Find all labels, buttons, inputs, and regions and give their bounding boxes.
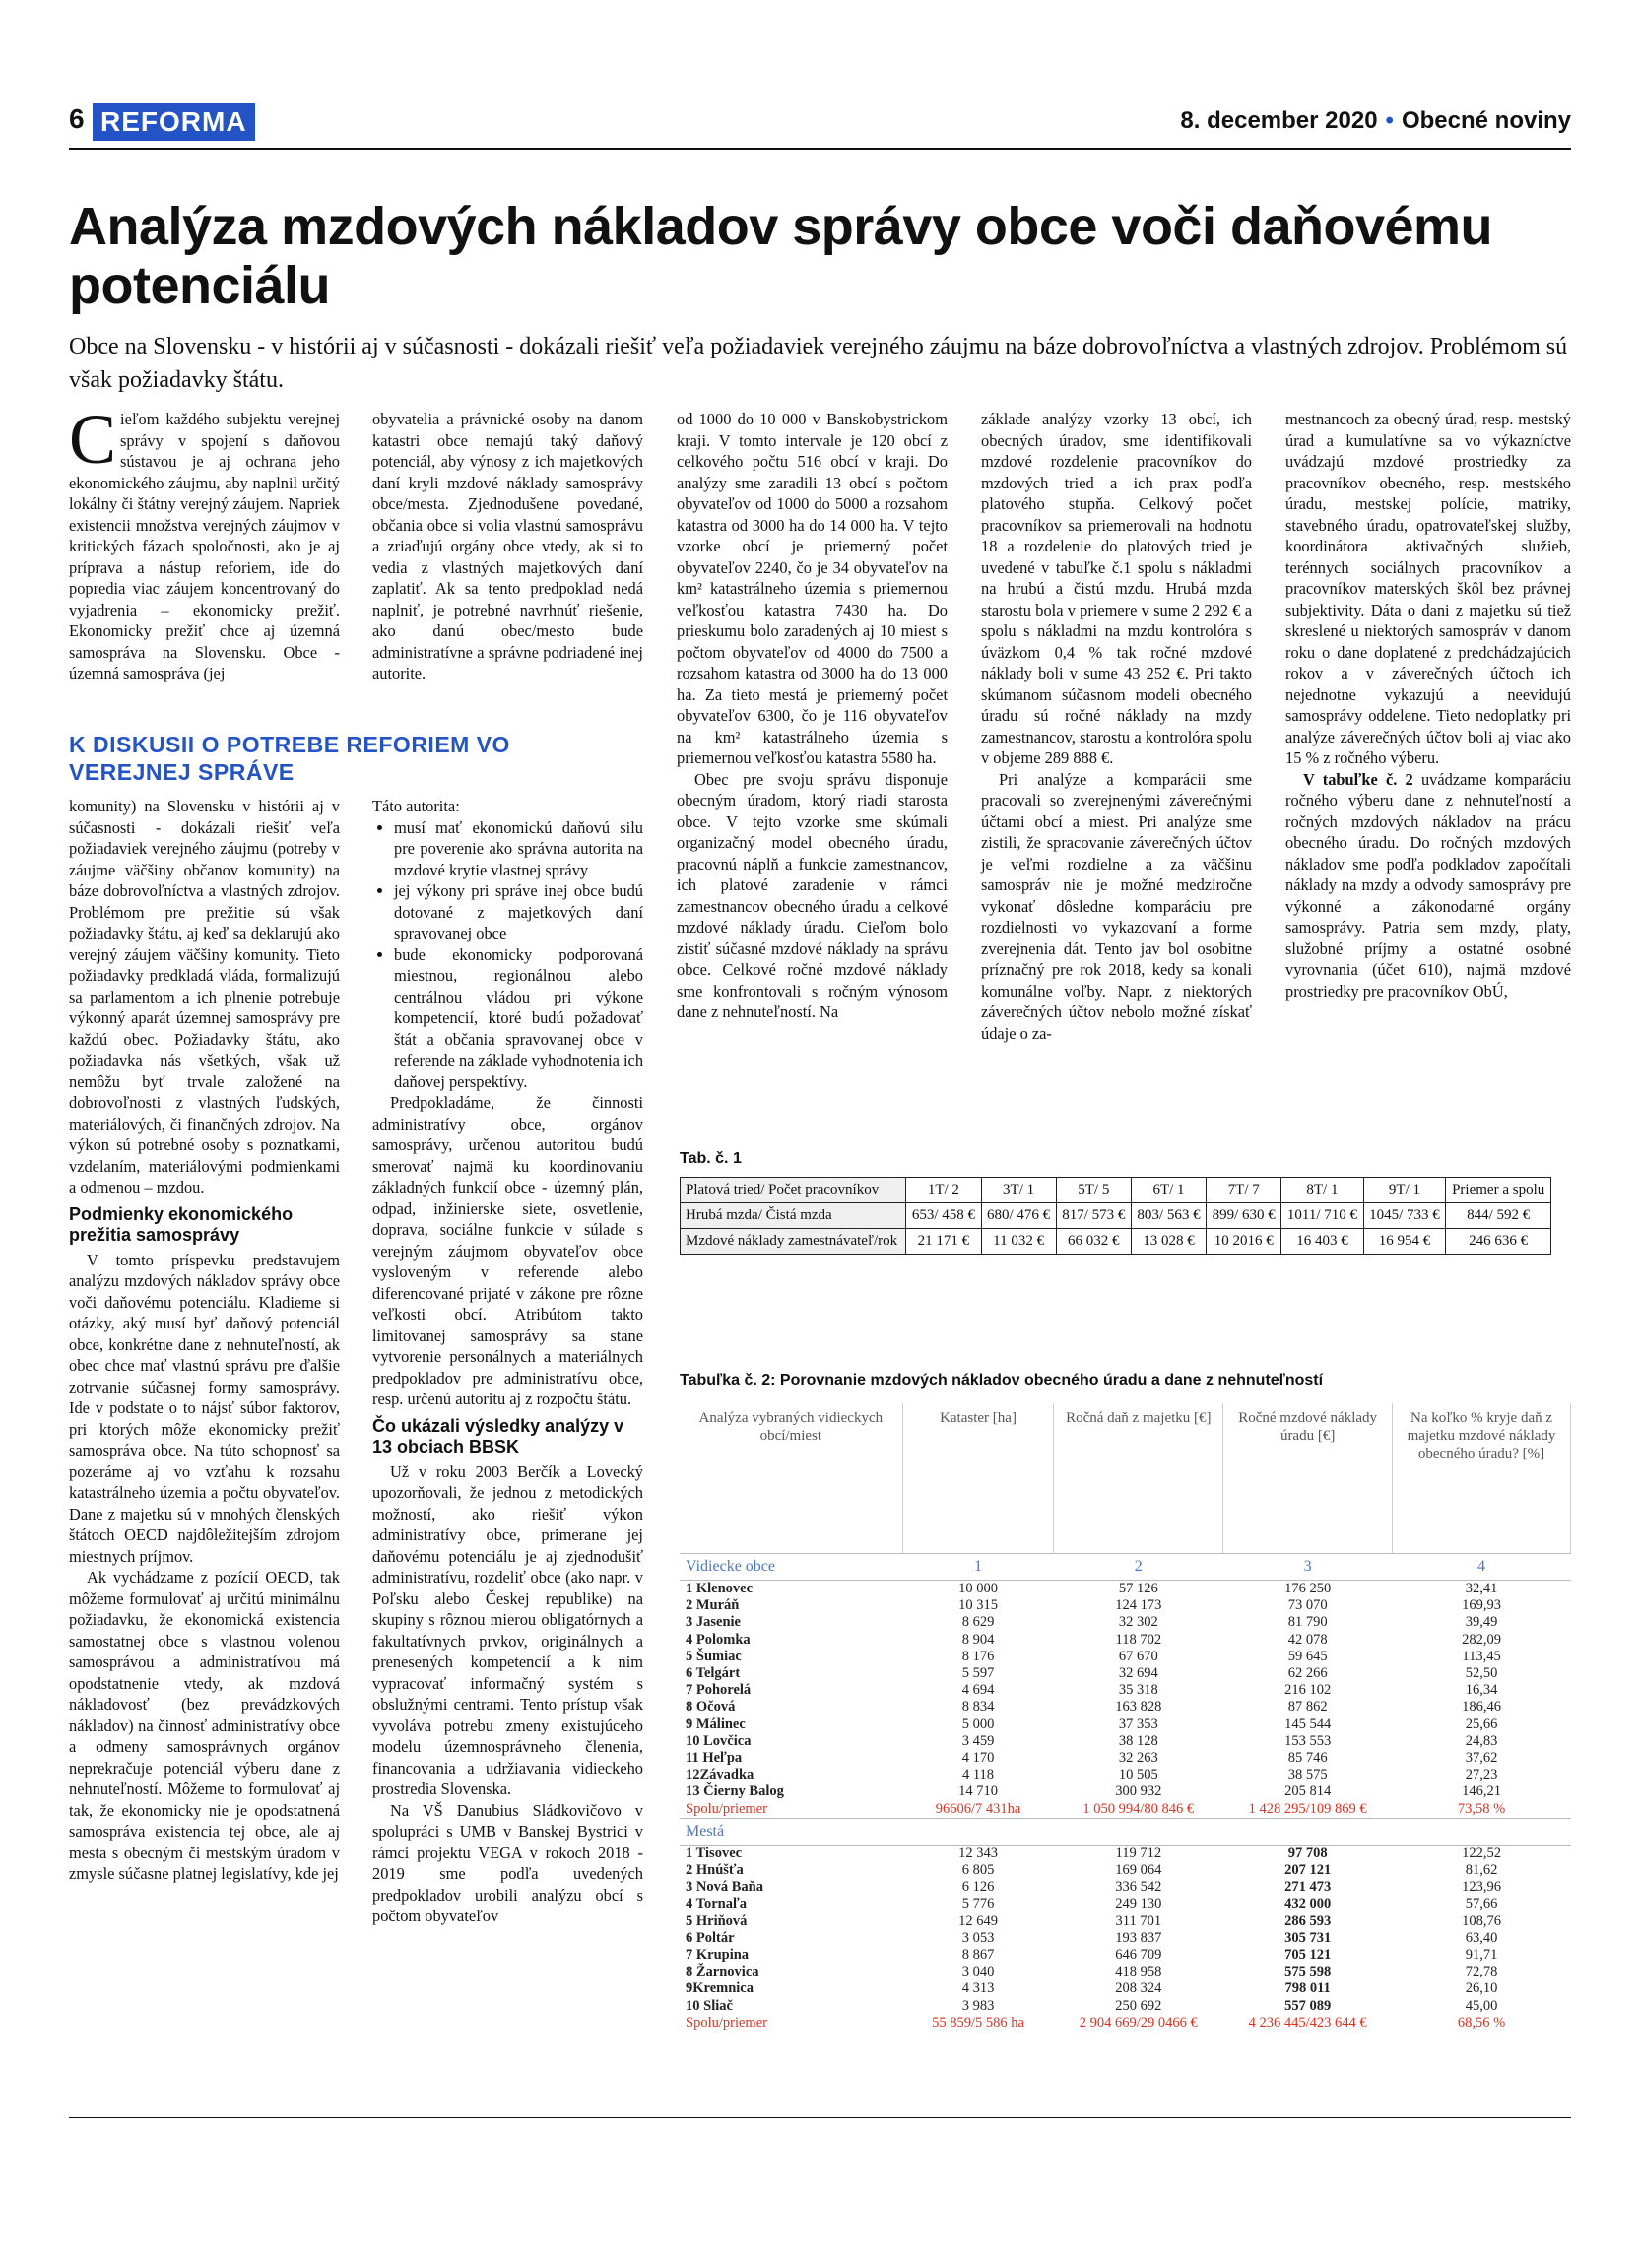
table-cell: 45,00 xyxy=(1465,1997,1498,2014)
table-cell: 3 Nová Baňa xyxy=(686,1879,763,1896)
column-2-top xyxy=(372,409,643,684)
table-cell: 4 694 xyxy=(961,1682,995,1699)
table-cell: 113,45 xyxy=(1462,1648,1501,1664)
table-row xyxy=(680,1980,1571,1997)
table-row xyxy=(680,1767,1571,1783)
table-cell: 186,46 xyxy=(1462,1699,1501,1716)
table-cell: 286 593 xyxy=(1284,1912,1332,1929)
table-cell: 8 Očová xyxy=(686,1699,736,1716)
issue-info xyxy=(1180,107,1571,135)
table-cell: 1 xyxy=(902,1554,1054,1581)
table-cell: 4 118 xyxy=(961,1767,995,1783)
list-item: • bude ekonomicky podporovaná miestnou, regionálnou alebo centrálnou vládou pri výkone kompetencií, ktoré budú požadovať štát a občania spravovanej obce v referende na základe vyhodnotenia ich daňovej perspektívy. xyxy=(394,944,643,1093)
table-cell: 1 428 295/109 869 € xyxy=(1248,1800,1367,1817)
table-row xyxy=(680,1998,1571,2015)
table-cell: 10 315 xyxy=(958,1597,998,1614)
table-cell: 81 790 xyxy=(1287,1614,1328,1631)
table-cell: 122,52 xyxy=(1462,1845,1501,1861)
table-cell: 146,21 xyxy=(1462,1783,1501,1800)
section-subhead: K DISKUSII O POTREBE REFORIEM VO VEREJNEJ SPRÁVE xyxy=(69,732,510,785)
column-1-top xyxy=(69,400,340,684)
table-cell: 5 597 xyxy=(961,1665,995,1682)
table-row xyxy=(680,1614,1571,1631)
table-cell: 6T/ 1 xyxy=(1131,1178,1206,1203)
table-cell: 653/ 458 € xyxy=(906,1203,981,1229)
table-row xyxy=(680,1879,1571,1896)
table-cell: 7 Krupina xyxy=(686,1947,750,1964)
table-cell: 119 712 xyxy=(1115,1845,1162,1861)
section-heading: Podmienky ekonomického prežitia samosprávy xyxy=(69,1203,294,1245)
table-cell: 163 828 xyxy=(1115,1699,1162,1716)
table-cell: 9 Málinec xyxy=(686,1716,746,1732)
table-cell: 11 032 € xyxy=(981,1229,1056,1255)
comparison-table-wrapper xyxy=(680,1403,1571,2078)
table-cell: 73 070 xyxy=(1287,1597,1328,1614)
paragraph: ieľom každého subjektu verejnej správy v spojení s daňovou sústavou je aj ochrana jeho ekonomického záujmu, aby naplnil určitý lokálny či štátny verejný záujem. Napriek existencii množstva verejných záujmov v kritických fázach spoločnosti, ako je aj príprava a nástup reforiem, ide do popredia viac záujem koncentrovaný do vyjadrenia – ekonomicky prežiť. Ekonomicky prežiť chce aj územná samospráva na Slovensku. Obce - územná samospráva (jej xyxy=(69,410,340,682)
table-cell: 5T/ 5 xyxy=(1056,1178,1131,1203)
table-cell: 39,49 xyxy=(1465,1614,1498,1631)
section-label: REFORMA xyxy=(93,103,255,141)
page-number: 6 xyxy=(69,103,85,134)
table-cell: 311 701 xyxy=(1115,1912,1162,1929)
table-row xyxy=(681,1203,1551,1229)
table-cell: 96606/7 431ha xyxy=(935,1800,1021,1817)
table-cell: 705 121 xyxy=(1284,1947,1332,1964)
table-cell: 4 236 445/423 644 € xyxy=(1248,2014,1367,2031)
table-row xyxy=(680,1913,1571,1930)
table-cell: 3 459 xyxy=(961,1732,995,1749)
list-item: • musí mať ekonomickú daňovú silu pre poverenie ako správna autorita na mzdové krytie vlastnej správy xyxy=(394,817,643,881)
column-5 xyxy=(1285,409,1571,1002)
column-header: Analýza vybraných vidieckych obcí/miest xyxy=(680,1403,902,1554)
column-header: Na koľko % kryje daň z majetku mzdové náklady obecného úradu? [%] xyxy=(1393,1403,1571,1554)
paragraph: mestnancoch za obecný úrad, resp. mestský úrad a kumulatívne sa vo výkazníctve uvádzajú mzdové prostriedky za pracovníkov obecného, resp. mestského úradu, mestskej polície, matriky, stavebného úradu, opatrovateľskej služby, koordinátora aktivačných služieb, terénnych sociálnych pracovníkov a pracovníkov materských škôl bez právnej subjektivity. Dáta o dani z majetku sú tiež skreslené u niektorých samospráv v danom roku o dane doplatené z predchádzajúcich rokov a v záverečných účtoch ich nejednotne vykazujú a neevidujú samosprávy oddelene. Tieto nedoplatky pri analýze záverečných účtov boli aj viac ako 15 % z ročného výberu. xyxy=(1285,410,1571,767)
table-cell: 216 102 xyxy=(1284,1682,1332,1699)
table-cell: 7 Pohorelá xyxy=(686,1682,752,1699)
table-cell: 6 126 xyxy=(961,1879,995,1896)
table-row xyxy=(680,1845,1571,1862)
table-cell: 6 Telgárt xyxy=(686,1665,741,1682)
table-row xyxy=(681,1178,1551,1203)
table-row xyxy=(680,1581,1571,1598)
table-cell: 5 Hriňová xyxy=(686,1912,748,1929)
table-cell: 3 983 xyxy=(961,1997,995,2014)
header-rule xyxy=(69,148,1571,150)
table-row xyxy=(680,1750,1571,1767)
table-cell: 557 089 xyxy=(1284,1997,1332,2014)
table-cell: 32 302 xyxy=(1118,1614,1158,1631)
table-cell: 208 324 xyxy=(1115,1980,1162,1997)
paragraph: od 1000 do 10 000 v Banskobystrickom kraji. V tomto intervale je 120 obcí z celkového počtu 516 obcí v kraji. Do analýzy sme zaradili 13 obcí s počtom obyvateľov od 1000 do 5000 a rozsahom katastra od 3000 ha do 14 000 ha. V tejto vzorke obcí je priemerný počet obyvateľov 2240, čo je 34 obyvateľov na km² katastrálneho územia s priemernou veľkosťou katastra 7430 ha. Do prieskumu bolo zaradených aj 10 miest s počtom obyvateľov od 4000 do 7500 a rozsahom katastra od 3000 ha do 13 000 ha. Za tieto mestá je priemerný počet obyvateľov 6300, čo je 116 obyvateľov na km² katastrálneho územia s priemernou veľkosťou katastra 5580 ha. xyxy=(677,410,948,767)
table-cell: 59 645 xyxy=(1287,1648,1328,1664)
table-cell: 27,23 xyxy=(1465,1767,1498,1783)
table-cell: 37 353 xyxy=(1118,1716,1158,1732)
table-cell: 13 Čierny Balog xyxy=(686,1783,784,1800)
table-cell: 8 834 xyxy=(961,1699,995,1716)
table-cell: 432 000 xyxy=(1284,1896,1332,1912)
table-cell: 1 Tisovec xyxy=(686,1845,743,1861)
table-cell: 3T/ 1 xyxy=(981,1178,1056,1203)
table-cell: 10 000 xyxy=(958,1581,998,1596)
paragraph: V tomto príspevku predstavujem analýzu mzdových nákladov správy obce voči daňovému potenciálu. Kladieme si otázky, aký musí byť daňový potenciál obce, konkrétne dane z nehnuteľností, ak obec chce mať vlastnú správu pre ďalšie zotrvanie súčasnej formy samosprávy. Ide v podstate o to nájsť súbor faktorov, pri ktorých môže ekonomicky prežiť samospráva obce. Na túto schopnosť sa pozeráme aj vo vzťahu k rozsahu katastrálneho územia a počtu obyvateľov. Dane z majetku sú v mnohých členských štátoch OECD najdôležitejším zdrojom miestnych príjmov. xyxy=(69,1250,340,1566)
table-cell: 8 Žarnovica xyxy=(686,1964,759,1980)
table2-label: Tabuľka č. 2: Porovnanie mzdových nákladov obecného úradu a dane z nehnuteľností xyxy=(680,1372,1324,1389)
table-cell: 1T/ 2 xyxy=(906,1178,981,1203)
table-cell: 3 xyxy=(1223,1554,1393,1581)
table-cell: 35 318 xyxy=(1118,1682,1158,1699)
table-cell: 25,66 xyxy=(1465,1716,1498,1732)
bold-lead: V tabuľke č. 2 xyxy=(1303,769,1413,789)
article-title: Analýza mzdových nákladov správy obce voči daňovému potenciálu xyxy=(69,197,1493,315)
table-cell: 118 702 xyxy=(1115,1631,1162,1648)
table-cell: 37,62 xyxy=(1465,1750,1498,1767)
paragraph: komunity) na Slovensku v histórii aj v súčasnosti - dokázali riešiť veľa požiadaviek verejného záujmu (potreby v záujme väčšiny občanov komunity) na báze dobrovoľníctva a vlastných zdrojov. Problémom pre prežitie sú však požiadavky štátu, aj keď sa deklarujú ako verejný záujem väčšiny komunity. Tieto požiadavky predkladá vláda, formalizujú sa parlamentom a ich plnenie potrebuje výkonný aparát územnej samosprávy pre každú obec. Požiadavky štátu, ako požiadavka nás všetkých, však už nemôžu byť trvale založené na dobrovoľnosti z vlastných ľudských, materiálových, či finančných zdrojov. Na výkon sú potrebné osoby s poznatkami, vzdelaním, materiálovými podmienkami a odmenou – mzdou. xyxy=(69,797,340,1197)
table-row xyxy=(680,1649,1571,1665)
separator-dot: • xyxy=(1385,107,1394,134)
table1-label: Tab. č. 1 xyxy=(680,1150,742,1167)
table-cell: 8 867 xyxy=(961,1947,995,1964)
table-cell: 145 544 xyxy=(1284,1716,1332,1732)
table-cell: 2 xyxy=(1054,1554,1223,1581)
table-cell: 97 708 xyxy=(1287,1845,1328,1861)
table-cell: 844/ 592 € xyxy=(1446,1203,1551,1229)
table-cell: 249 130 xyxy=(1115,1896,1162,1912)
table-cell: 10 Lovčica xyxy=(686,1732,752,1749)
table-cell: 817/ 573 € xyxy=(1056,1203,1131,1229)
table-cell: 282,09 xyxy=(1462,1631,1501,1648)
table-cell: 207 121 xyxy=(1284,1862,1332,1879)
table-cell: 16 403 € xyxy=(1281,1229,1363,1255)
table-cell: 680/ 476 € xyxy=(981,1203,1056,1229)
table-cell: 4 170 xyxy=(961,1750,995,1767)
paragraph: uvádzame komparáciu ročného výberu dane z nehnuteľností a ročných mzdových nákladov na prácu obecného úradu. Do ročných mzdových nákladov sme podľa podkladov započítali náklady na mzdy a odvody samosprávy pre výkonné a zákonodarné orgány samosprávy. Patria sem mzdy, platy, služobné príjmy a ostatné osobné vyrovnania (účet 610), najmä mzdové prostriedky pre pracovníkov ObÚ, xyxy=(1285,769,1571,1001)
table-cell: 336 542 xyxy=(1115,1879,1162,1896)
table-cell: 57 126 xyxy=(1118,1581,1158,1596)
article-lede: Obce na Slovensku - v histórii aj v súčasnosti - dokázali riešiť veľa požiadaviek verejného záujmu na báze dobrovoľníctva a vlastných zdrojov. Problémom sú však požiadavky štátu. xyxy=(69,334,1568,393)
table-row xyxy=(680,1783,1571,1800)
table-cell: 300 932 xyxy=(1115,1783,1162,1800)
table-cell: 1011/ 710 € xyxy=(1281,1203,1363,1229)
table-row xyxy=(680,1717,1571,1733)
table-cell: 10 Sliač xyxy=(686,1997,733,2014)
paragraph: obyvatelia a právnické osoby na danom katastri obce nemajú taký daňový potenciál, aby výnosy z ich majetkových daní kryli mzdové náklady samosprávy obce/mesta. Zjednodušene povedané, občania obce si volia vlastnú samosprávu a zriaďujú orgány obce vtedy, ak si to vedia z vlastných majetkových daní zaplatiť. Ak sa tento predpoklad nedá naplniť, je potrebné navrhnúť riešenie, ako danú obec/mesto bude administratívne a správne podriadené inej autorite. xyxy=(372,410,643,682)
table-cell: 67 670 xyxy=(1118,1648,1158,1664)
table-cell: 32 263 xyxy=(1118,1750,1158,1767)
table-cell: 8 904 xyxy=(961,1631,995,1648)
table-cell: 7T/ 7 xyxy=(1207,1178,1281,1203)
page-header xyxy=(69,103,1571,145)
table-cell: 246 636 € xyxy=(1446,1229,1551,1255)
table-cell: 12 343 xyxy=(958,1845,998,1861)
table-cell: 176 250 xyxy=(1284,1581,1332,1596)
column-header: Ročná daň z majetku [€] xyxy=(1054,1403,1223,1554)
list-item: • jej výkony pri správe inej obce budú dotované z majetkových daní spravovanej obce xyxy=(394,880,643,944)
paragraph: Obec pre svoju správu disponuje obecným úradom, ktorý riadi starosta obce. V tejto vzorke sme skúmali organizačný model obecného úradu, pracovnú náplň a funkcie zamestnancov, ich platové zaradenie v rámci zamestnancov obecného úradu a celkové mzdové náklady úradu. Cieľom bolo zistiť súčasné mzdové náklady na správu obce. Celkové ročné mzdové náklady sme konfrontovali s ročným výnosom dane z nehnuteľností. Na xyxy=(677,769,948,1021)
table-cell: 85 746 xyxy=(1287,1750,1328,1767)
table-cell: 3 040 xyxy=(961,1964,995,1980)
table-cell: 4 Tornaľa xyxy=(686,1896,748,1912)
table-cell: Vidiecke obce xyxy=(680,1554,902,1581)
table-cell: 5 776 xyxy=(961,1896,995,1912)
table-cell: 153 553 xyxy=(1284,1732,1332,1749)
drop-cap: C xyxy=(69,400,117,479)
table-cell: 4 xyxy=(1393,1554,1571,1581)
table-cell: 169 064 xyxy=(1115,1862,1162,1879)
paragraph: Na VŠ Danubius Sládkovičovo v spolupráci s UMB v Banskej Bystrici v rámci projektu VEGA v rokoch 2018 - 2019 sme podľa uvedených predpokladov urobili analýzu obcí s počtom obyvateľov xyxy=(372,1800,643,1925)
table-row xyxy=(680,1964,1571,1980)
table-cell: 271 473 xyxy=(1284,1879,1332,1896)
paragraph: základe analýzy vzorky 13 obcí, ich obecných úradov, sme identifikovali mzdové rozdelenie pracovníkov do mzdových tried a ich prax podľa platového stupňa. Celkový počet pracovníkov sa priemerovali na hodnotu 18 a rozdelenie do platových tried je uvedené v tabuľke č.1 spolu s nákladmi na hrubú a čistú mzdu. Hrubá mzda starostu bola v priemere v sume 2 292 € a spolu s nákladmi na mzdu kontrolóra s úväzkom 0,4 % tak ročné mzdové náklady boli v sume 43 252 €. Pri takto skúmanom súčasnom modeli obecného úradu sú ročné náklady na mzdy zamestnancov, starostu a kontrolóra spolu v objeme 289 888 €. xyxy=(981,410,1252,767)
group-row xyxy=(680,1818,1571,1845)
table-cell: 250 692 xyxy=(1115,1997,1162,2014)
table-cell: 8T/ 1 xyxy=(1281,1178,1363,1203)
paragraph: Už v roku 2003 Berčík a Lovecký upozorňovali, že jednou z metodických možností, ako riešiť výkon administratívy obce, primerane jej daňovému potenciálu je aj zjednodušiť administratívu, rozdeliť obce (ako napr. v Poľsku alebo Českej republike) na skupiny s rôznou mierou obligatórnych a fakultatívnych prvkov, originálnych a prenesených kompetencií a k nim vypracovať informačný systém s obslužnými centrami. Tento prístup však vyvoláva potrebu zmeny existujúceho modelu územnosprávneho členenia, financovania a udržiavania vidieckeho prostredia Slovenska. xyxy=(372,1461,643,1798)
salary-table xyxy=(680,1177,1551,1255)
table-cell: 66 032 € xyxy=(1056,1229,1131,1255)
comparison-table xyxy=(680,1403,1571,2032)
table-row xyxy=(680,1665,1571,1682)
table-cell: 21 171 € xyxy=(906,1229,981,1255)
publication-name: Obecné noviny xyxy=(1401,107,1571,134)
table-cell: 63,40 xyxy=(1465,1929,1498,1946)
table-cell: 72,78 xyxy=(1465,1964,1498,1980)
table-cell: 899/ 630 € xyxy=(1207,1203,1281,1229)
authority-list xyxy=(372,817,643,1093)
table-cell: 1045/ 733 € xyxy=(1363,1203,1446,1229)
table-cell: 62 266 xyxy=(1287,1665,1328,1682)
table-cell: 87 862 xyxy=(1287,1699,1328,1716)
table-cell: Spolu/priemer xyxy=(686,1800,767,1817)
table-row xyxy=(680,1699,1571,1716)
table-cell: 8 176 xyxy=(961,1648,995,1664)
table-cell: 11 Heľpa xyxy=(686,1750,743,1767)
paragraph: Táto autorita: xyxy=(372,797,460,815)
table-row xyxy=(680,1632,1571,1649)
paragraph: Pri analýze a komparácii sme pracovali so zverejnenými záverečnými účtami obcí a miest. Pri analýze sme zistili, že spracovanie záverečných účtov je veľmi rozdielne a za väčšinu samospráv nie je možné medziročne vykonať dôsledne komparáciu pre rozdielnosti vo vykazovaní a forme zverejnenia dát. Tento jav bol osobitne príznačný pre rok 2018, kedy sa konali komunálne voľby. Napr. z niektorých záverečných účtov nebolo možné získať údaje o za- xyxy=(981,769,1252,1043)
table-cell: 10 2016 € xyxy=(1207,1229,1281,1255)
table-cell: 9T/ 1 xyxy=(1363,1178,1446,1203)
table-cell: 5 Šumiac xyxy=(686,1648,742,1664)
group-label: Mestá xyxy=(680,1818,1571,1845)
table-cell: 68,56 % xyxy=(1457,2014,1506,2031)
table-cell: 38 128 xyxy=(1118,1732,1158,1749)
table-cell: 24,83 xyxy=(1465,1732,1498,1749)
table-cell: 4 313 xyxy=(961,1980,995,1997)
table-cell: 5 000 xyxy=(961,1716,995,1732)
table-cell: 73,58 % xyxy=(1457,1800,1506,1817)
table-cell: 42 078 xyxy=(1287,1631,1328,1648)
column-2-bottom xyxy=(372,796,643,1927)
table-cell: 3 Jasenie xyxy=(686,1614,741,1631)
table-cell: 305 731 xyxy=(1284,1929,1332,1946)
table-cell: 16,34 xyxy=(1465,1682,1498,1699)
table-cell: 169,93 xyxy=(1462,1597,1501,1614)
table-cell: Spolu/priemer xyxy=(686,2014,767,2031)
table-cell: 2 904 669/29 0466 € xyxy=(1079,2014,1198,2031)
column-1-bottom xyxy=(69,796,340,1885)
table-cell: 91,71 xyxy=(1465,1947,1498,1964)
total-row xyxy=(680,1801,1571,1819)
table-cell: Mzdové náklady zamestnávateľ/rok xyxy=(681,1229,906,1255)
column-4 xyxy=(981,409,1252,1044)
total-row xyxy=(680,2015,1571,2032)
paragraph: Predpokladáme, že činnosti administratívy obce, orgánov samosprávy, určenou autoritou budú smerovať najmä ku koordinovaniu základných funkcií obce - územný plán, odpad, inžinierske siete, osvetlenie, doprava, sociálne funkcie v súlade s verejným záujmom obyvateľov obce vysloveným v referende alebo diferencované prijaté v zákone pre rôzne veľkosti obcí. Atribútom takto limitovanej samosprávy sa stane vytvorenie personálnych a materiálnych predpokladov pre administratívu obce, resp. určenú autoritu aj z rozpočtu štátu. xyxy=(372,1093,643,1408)
table-cell: 13 028 € xyxy=(1131,1229,1206,1255)
column-3 xyxy=(677,409,948,1023)
table-cell: 124 173 xyxy=(1115,1597,1162,1614)
table-cell: 9Kremnica xyxy=(686,1980,754,1997)
footer-rule xyxy=(69,2117,1571,2118)
table-cell: 55 859/5 586 ha xyxy=(932,2014,1024,2031)
table-cell: 798 011 xyxy=(1284,1980,1331,1997)
table-cell: 193 837 xyxy=(1115,1929,1162,1946)
group-row xyxy=(680,1554,1571,1581)
table-row xyxy=(680,1896,1571,1912)
table-cell: 1 Klenovec xyxy=(686,1581,754,1596)
table-row xyxy=(680,1597,1571,1614)
table-cell: 108,76 xyxy=(1462,1912,1501,1929)
table-cell: 12 649 xyxy=(958,1912,998,1929)
table-cell: 57,66 xyxy=(1465,1896,1498,1912)
table-cell: 646 709 xyxy=(1115,1947,1162,1964)
table-row xyxy=(680,1733,1571,1750)
table-cell: 6 Poltár xyxy=(686,1929,735,1946)
column-header: Ročné mzdové náklady úradu [€] xyxy=(1223,1403,1393,1554)
table-cell: 8 629 xyxy=(961,1614,995,1631)
section-heading: Čo ukázali výsledky analýzy v 13 obciach BBSK xyxy=(372,1415,624,1457)
table-cell: 575 598 xyxy=(1284,1964,1332,1980)
table-cell: 6 805 xyxy=(961,1862,995,1879)
table-row xyxy=(681,1229,1551,1255)
issue-date: 8. december 2020 xyxy=(1180,107,1378,134)
table-cell: Priemer a spolu xyxy=(1446,1178,1551,1203)
column-header: Kataster [ha] xyxy=(902,1403,1054,1554)
table-cell: 52,50 xyxy=(1465,1665,1498,1682)
table-cell: 123,96 xyxy=(1462,1879,1501,1896)
table-row xyxy=(680,1862,1571,1879)
table-cell: 4 Polomka xyxy=(686,1631,751,1648)
table-cell: 418 958 xyxy=(1115,1964,1162,1980)
table-row xyxy=(680,1947,1571,1964)
table-cell: 1 050 994/80 846 € xyxy=(1082,1800,1195,1817)
table-cell: 205 814 xyxy=(1284,1783,1332,1800)
table-cell: 81,62 xyxy=(1465,1862,1498,1879)
table-cell: 38 575 xyxy=(1287,1767,1328,1783)
table-cell: Hrubá mzda/ Čistá mzda xyxy=(681,1203,906,1229)
table-cell: 2 Muráň xyxy=(686,1597,740,1614)
table-cell: 14 710 xyxy=(958,1783,998,1800)
table-cell: 803/ 563 € xyxy=(1131,1203,1206,1229)
table-row xyxy=(680,1930,1571,1947)
table-row xyxy=(680,1682,1571,1699)
table-cell: 32 694 xyxy=(1118,1665,1158,1682)
table-cell: 26,10 xyxy=(1465,1980,1498,1997)
table-cell: Platová tried/ Počet pracovníkov xyxy=(681,1178,906,1203)
table-cell: 32,41 xyxy=(1465,1581,1498,1596)
table-cell: 12Závadka xyxy=(686,1767,754,1783)
paragraph: Ak vychádzame z pozícií OECD, tak môžeme formulovať aj určitú minimálnu požiadavku, že ekonomická existencia samostatnej obce s vlastnou volenou samosprávou a administratívou má opodstatnenie vtedy, ak mzdová nákladovosť (bez prevádzkových nákladov) na činnosť administratívy obce a odmeny samosprávnych orgánov neprekračuje potenciál výberu dane z nehnuteľností. Môžeme to formulovať aj tak, že ekonomicky nie je opodstatnená samospráva existencia tej obce, ale aj mesta s obecným či mestským úradom v zmysle súčasne platnej legislatívy, kde jej xyxy=(69,1568,340,1883)
table-cell: 3 053 xyxy=(961,1929,995,1946)
table-cell: 10 505 xyxy=(1118,1767,1158,1783)
table-cell: 16 954 € xyxy=(1363,1229,1446,1255)
table-cell: 2 Hnúšťa xyxy=(686,1862,744,1879)
